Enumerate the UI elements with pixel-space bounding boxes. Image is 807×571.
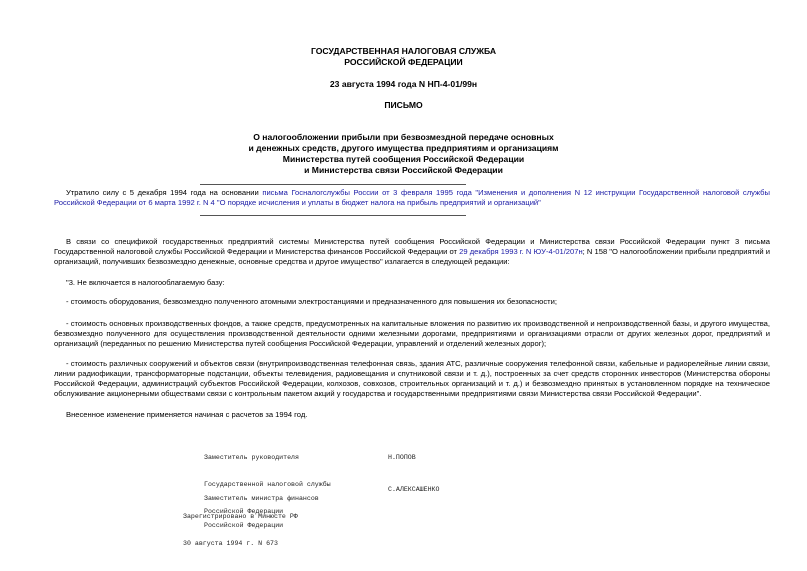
- p4-text: - стоимость основных производственных фондов, а также средств, предусмотренных на капитальные вложения по развитию их производственной и непроизводственной базы, и другого имущества, безвозмездно полученного для осуществления производственной деятельности одними железными дорогами, предприятиями и организациями отрасли от других железных дорог, предприятий и организаций (переданных по решению Министерства путей сообщения Российской Федерации, управлений и отделений железных дорог);: [54, 319, 770, 348]
- org-line-2: РОССИЙСКОЙ ФЕДЕРАЦИИ: [344, 57, 463, 67]
- p6-text: Внесенное изменение применяется начиная с расчетов за 1994 год.: [66, 410, 308, 419]
- org-name: [0, 46, 807, 68]
- paragraph-4: [54, 319, 770, 349]
- paragraph-2: [54, 278, 770, 288]
- notice-prefix: Утратило силу с 5 декабря 1994 года на основании: [66, 188, 263, 197]
- repeal-notice: [54, 188, 770, 208]
- p3-text: - стоимость оборудования, безвозмездно полученного атомными электростанциями и предназначенного для повышения их безопасности;: [66, 297, 557, 306]
- paragraph-3: [54, 297, 770, 307]
- title-line-3: Министерства путей сообщения Российской Федерации: [282, 154, 525, 164]
- sig2-name: С.АЛЕКСАШЕНКО: [388, 486, 440, 493]
- reg-line-1: Зарегистрировано в Минюсте РФ: [183, 513, 298, 520]
- sig1-line-2: Государственной налоговой службы: [204, 481, 331, 488]
- title-line-4: и Министерства связи Российской Федерации: [304, 165, 503, 175]
- doc-type: ПИСЬМО: [384, 100, 423, 110]
- paragraph-1: [54, 237, 770, 267]
- p1-text-b: ; N 158 "О налогообложении прибыли предприятий и организаций, получивших безвозмездно денежные, основные средства и другое имущество" излагается в следующей редакции:: [54, 247, 770, 266]
- sig1-line-1: Заместитель руководителя: [204, 454, 299, 461]
- paragraph-5: [54, 359, 770, 399]
- reg-line-2: 30 августа 1994 г. N 673: [183, 540, 278, 547]
- p5-text: - стоимость различных сооружений и объектов связи (внутрипроизводственная телефонная связь, здания АТС, различные сооружения телефонной связи, кабельные и радиорелейные линии связи, линии радиофикации, трансформаторные подстанции, объекты телевидения, радиовещания и спутниковой связи и т. д.), построенных за счет средств сторонних инвесторов (Министерства обороны Российской Федерации, администраций субъектов Российской Федерации, колхозов, совхозов, строительных организаций и т. д.) и безвозмездно принятых в установленном порядке на техническое обслуживание акционерными обществами связи с контрольным пакетом акций у государства и государственными предприятиями связи Министерства связи Российской Федерации".: [54, 359, 770, 398]
- notice-rule-bottom: [200, 215, 466, 216]
- p2-text: "3. Не включается в налогооблагаемую базу:: [66, 278, 225, 287]
- paragraph-6: [54, 410, 770, 420]
- letter-link[interactable]: 29 декабря 1993 г. N ЮУ-4-01/207н: [459, 247, 583, 256]
- notice-rule-top: [200, 184, 466, 185]
- p1-text-a: В связи со спецификой государственных предприятий системы Министерства путей сообщения Российской Федерации и Министерства связи Российской Федерации пункт 3 письма Государственной налоговой службы Российской Федерации и Министерства финансов Российской Федерации от: [54, 237, 770, 256]
- date-number: 23 августа 1994 года N НП-4-01/99н: [329, 79, 478, 89]
- title-line-2: и денежных средств, другого имущества предприятиям и организациям: [248, 143, 559, 153]
- sig1-name: Н.ПОПОВ: [388, 454, 416, 461]
- registration-block: [183, 494, 298, 557]
- org-line-1: ГОСУДАРСТВЕННАЯ НАЛОГОВАЯ СЛУЖБА: [310, 46, 497, 56]
- title-line-1: О налогообложении прибыли при безвозмездной передаче основных: [253, 132, 554, 142]
- document-title: [0, 132, 807, 176]
- sig1-line-3: Российской Федерации: [204, 508, 284, 515]
- repeal-link[interactable]: письма Госналогслужбы России от 3 февраля 1995 года "Изменения и дополнения N 12 инструкции Государственной налоговой службы Российской Федерации от 6 марта 1992 г. N 4 "О порядке исчисления и уплаты в бюджет налога на прибыль предприятий и организаций": [54, 188, 770, 207]
- sig2-line-2: Российской Федерации: [204, 522, 284, 529]
- sig2-line-1: Заместитель министра финансов: [204, 495, 319, 502]
